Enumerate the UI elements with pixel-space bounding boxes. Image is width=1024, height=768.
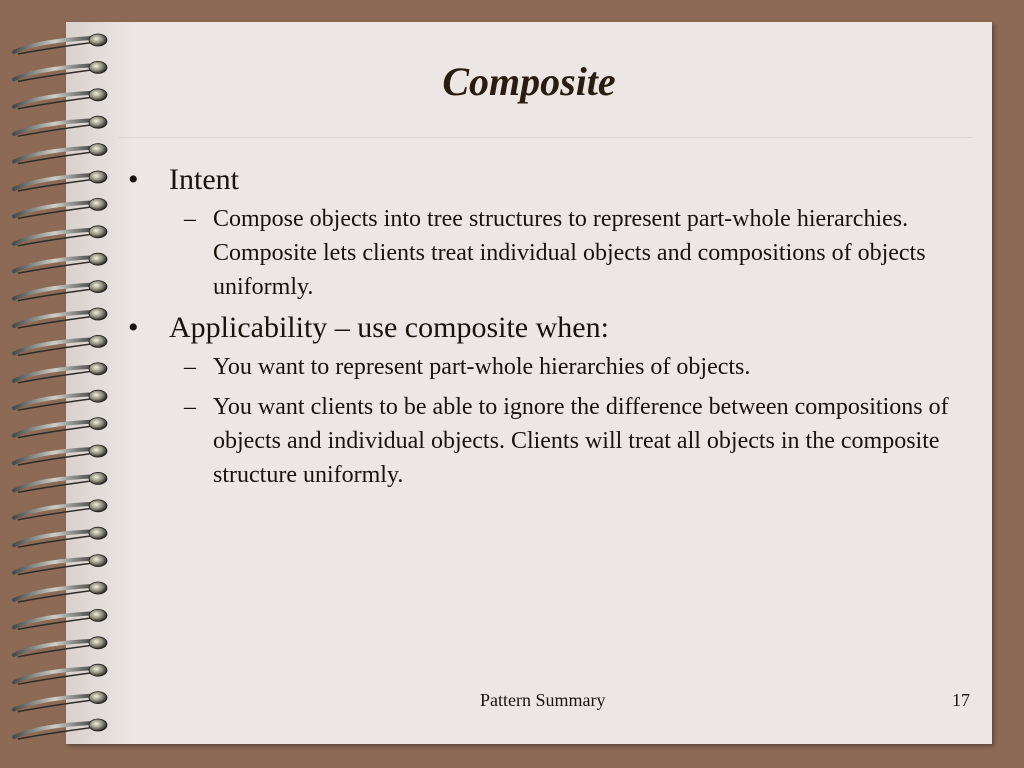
spiral-binding-icon bbox=[0, 0, 130, 768]
spiral-ring bbox=[14, 198, 107, 218]
spiral-ring bbox=[14, 226, 107, 246]
spiral-ring bbox=[14, 555, 107, 575]
spiral-ring bbox=[14, 253, 107, 273]
title-divider bbox=[118, 137, 972, 138]
spiral-ring bbox=[14, 116, 107, 136]
spiral-ring bbox=[14, 363, 107, 383]
bullet-intent: • Intent bbox=[128, 162, 978, 198]
spiral-ring bbox=[14, 281, 107, 301]
sub-bullet-uniform-treatment: – You want clients to be able to ignore the difference between compositions of objects and individual objects. Clients will treat all objects in the composite structure uniformly. bbox=[184, 390, 978, 492]
slide-number: 17 bbox=[952, 690, 970, 710]
spiral-ring bbox=[14, 472, 107, 492]
spiral-ring bbox=[14, 445, 107, 465]
spiral-ring bbox=[14, 418, 107, 438]
spiral-ring bbox=[14, 637, 107, 657]
spiral-ring bbox=[14, 719, 107, 739]
spiral-ring bbox=[14, 171, 107, 191]
spiral-ring bbox=[14, 582, 107, 602]
spiral-ring bbox=[14, 609, 107, 629]
sub-bullet-intent-definition: – Compose objects into tree structures to represent part-whole hierarchies. Composite lets clients treat individual objects and compositions of objects uniformly. bbox=[184, 202, 978, 304]
spiral-ring bbox=[14, 390, 107, 410]
spiral-ring bbox=[14, 335, 107, 355]
spiral-ring bbox=[14, 308, 107, 328]
spiral-ring bbox=[14, 527, 107, 547]
spiral-ring bbox=[14, 692, 107, 712]
spiral-ring bbox=[14, 144, 107, 164]
spiral-ring bbox=[14, 34, 107, 54]
slide-title: Composite bbox=[442, 59, 616, 104]
slide-body bbox=[128, 162, 978, 498]
bullet-applicability: • Applicability – use composite when: bbox=[128, 310, 978, 346]
footer-label: Pattern Summary bbox=[480, 690, 606, 710]
sub-bullet-hierarchies: – You want to represent part-whole hierarchies of objects. bbox=[184, 350, 978, 384]
spiral-ring bbox=[14, 500, 107, 520]
spiral-ring bbox=[14, 664, 107, 684]
